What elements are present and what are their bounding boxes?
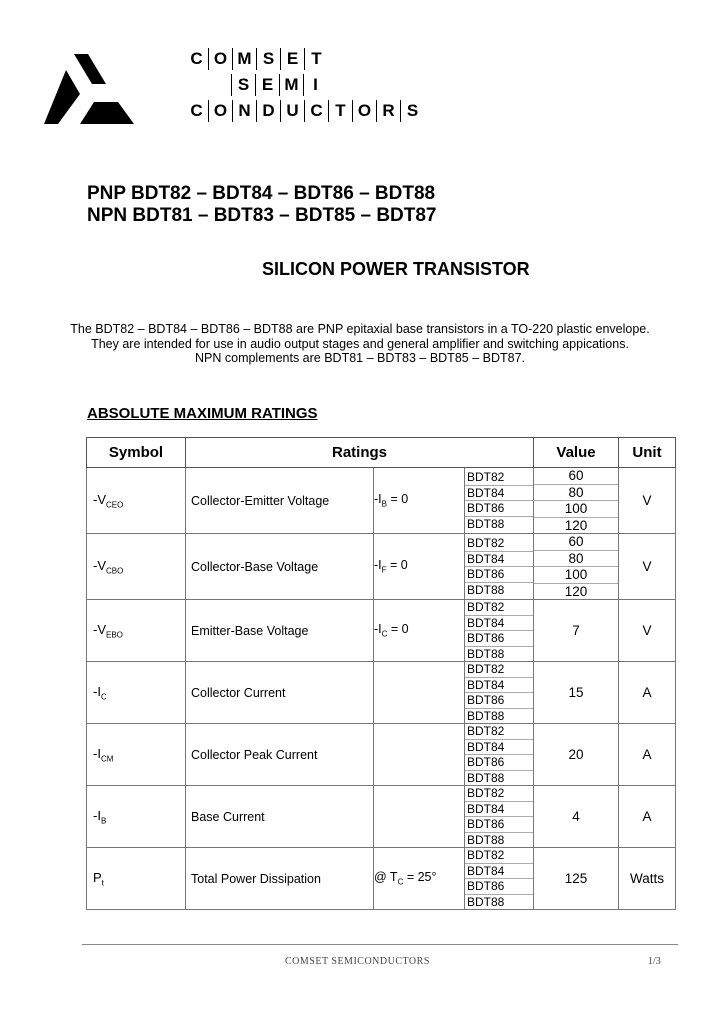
rating-cell: Base Current xyxy=(186,786,374,848)
symbol-text: -I xyxy=(93,683,101,699)
unit-cell: A xyxy=(619,724,676,786)
condition-cell xyxy=(374,662,465,724)
value-text: 7 xyxy=(572,623,580,638)
condition-subscript: C xyxy=(381,629,388,639)
symbol-text: P xyxy=(93,869,102,885)
logo-letter: N xyxy=(232,100,256,122)
logo-letter: S xyxy=(231,74,255,96)
npn-title: NPN BDT81 – BDT83 – BDT85 – BDT87 xyxy=(87,205,437,226)
rating-cell: Collector Current xyxy=(186,662,374,724)
device-name: BDT82 xyxy=(465,724,533,740)
condition-cell xyxy=(374,724,465,786)
logo-letter: C xyxy=(190,101,203,120)
condition-tail: = 0 xyxy=(387,622,409,637)
value-text: 4 xyxy=(572,809,580,824)
value-sub: 100 xyxy=(534,501,618,518)
logo-row-1 xyxy=(185,48,328,70)
symbol-cell xyxy=(87,848,186,910)
device-name: BDT82 xyxy=(465,848,533,864)
device-name: BDT84 xyxy=(465,864,533,880)
header-ratings: Ratings xyxy=(186,438,534,468)
symbol-subscript: B xyxy=(100,816,107,826)
symbol-subscript: C xyxy=(100,692,107,702)
symbol-text: -I xyxy=(93,745,101,761)
condition-text: -I xyxy=(374,558,382,573)
device-name: BDT86 xyxy=(465,755,533,771)
device-name: BDT82 xyxy=(465,600,533,616)
logo-letter: I xyxy=(303,74,327,96)
device-name: BDT84 xyxy=(465,616,533,632)
table-row xyxy=(87,724,676,786)
header-symbol: Symbol xyxy=(87,438,186,468)
condition-tail: = 25° xyxy=(403,870,437,885)
device-name: BDT86 xyxy=(465,879,533,895)
condition-cell xyxy=(374,848,465,910)
symbol-text: -V xyxy=(93,621,106,637)
device-cell xyxy=(465,468,534,534)
table-row xyxy=(87,468,676,534)
footer-divider xyxy=(82,944,678,945)
logo-letter xyxy=(208,74,231,96)
rating-cell: Collector-Base Voltage xyxy=(186,534,374,600)
logo-letter: D xyxy=(256,100,280,122)
device-name: BDT86 xyxy=(465,817,533,833)
logo-letter: O xyxy=(352,100,376,122)
condition-text: @ T xyxy=(374,870,398,885)
page-subtitle: SILICON POWER TRANSISTOR xyxy=(262,259,530,279)
symbol-cell xyxy=(87,468,186,534)
rating-cell: Emitter-Base Voltage xyxy=(186,600,374,662)
device-cell xyxy=(465,848,534,910)
header-unit: Unit xyxy=(619,438,676,468)
device-name: BDT84 xyxy=(465,802,533,818)
condition-subscript: F xyxy=(381,565,387,575)
logo-letter: T xyxy=(328,100,352,122)
value-text: 125 xyxy=(564,871,588,886)
device-cell xyxy=(465,724,534,786)
rating-cell: Collector-Emitter Voltage xyxy=(186,468,374,534)
device-name: BDT84 xyxy=(465,486,533,502)
logo-letter: M xyxy=(279,74,303,96)
device-name: BDT82 xyxy=(465,786,533,802)
condition-cell xyxy=(374,786,465,848)
logo-letter: S xyxy=(400,100,424,122)
device-name: BDT84 xyxy=(465,678,533,694)
symbol-cell xyxy=(87,662,186,724)
symbol-subscript: CEO xyxy=(106,500,124,510)
value-cell xyxy=(534,724,619,786)
logo-letter: T xyxy=(304,48,328,70)
table-row xyxy=(87,786,676,848)
value-text: 15 xyxy=(568,685,584,700)
condition-tail: = 0 xyxy=(386,492,409,507)
unit-cell: V xyxy=(619,468,676,534)
value-cell xyxy=(534,786,619,848)
value-sub: 120 xyxy=(564,583,588,599)
symbol-cell xyxy=(87,534,186,600)
logo-letter: U xyxy=(280,100,304,122)
value-sub: 60 xyxy=(534,468,618,485)
symbol-text: -V xyxy=(93,491,106,507)
table-row xyxy=(87,534,676,600)
device-name: BDT86 xyxy=(465,501,533,517)
value-text: 20 xyxy=(568,747,584,762)
symbol-subscript: CM xyxy=(100,754,114,764)
condition-cell xyxy=(374,468,465,534)
device-name: BDT84 xyxy=(465,740,533,756)
condition-text: -I xyxy=(374,492,382,507)
triangle-logo-icon xyxy=(44,54,134,126)
device-name: BDT88 xyxy=(467,832,505,847)
condition-cell xyxy=(374,534,465,600)
value-cell xyxy=(534,662,619,724)
description-line: The BDT82 – BDT84 – BDT86 – BDT88 are PNP epitaxial base transistors in a TO-220 plastic envelope. xyxy=(70,322,650,336)
device-name: BDT86 xyxy=(465,631,533,647)
company-logo xyxy=(44,44,419,126)
device-name: BDT84 xyxy=(465,552,533,568)
symbol-subscript: EBO xyxy=(106,630,123,640)
value-sub: 80 xyxy=(534,485,618,502)
description-line: They are intended for use in audio output stages and general amplifier and switching appications. xyxy=(91,337,629,351)
device-name: BDT88 xyxy=(467,516,505,531)
description-line: NPN complements are BDT81 – BDT83 – BDT85 – BDT87. xyxy=(195,351,525,365)
table-row xyxy=(87,662,676,724)
value-sub: 120 xyxy=(564,517,588,533)
rating-cell: Total Power Dissipation xyxy=(186,848,374,910)
device-cell xyxy=(465,534,534,600)
symbol-text: -I xyxy=(93,807,101,823)
symbol-subscript: t xyxy=(101,878,104,888)
logo-letter: C xyxy=(190,49,203,68)
device-name: BDT88 xyxy=(467,708,505,723)
device-name: BDT88 xyxy=(467,646,505,661)
value-sub: 80 xyxy=(534,551,618,568)
logo-letter: E xyxy=(255,74,279,96)
rating-cell: Collector Peak Current xyxy=(186,724,374,786)
device-name: BDT82 xyxy=(465,662,533,678)
symbol-cell xyxy=(87,724,186,786)
device-name: BDT82 xyxy=(465,470,533,486)
device-name: BDT86 xyxy=(465,567,533,583)
device-name: BDT88 xyxy=(467,894,505,909)
condition-text: -I xyxy=(374,622,382,637)
device-cell xyxy=(465,786,534,848)
logo-row-2 xyxy=(185,74,327,96)
symbol-cell xyxy=(87,600,186,662)
logo-letter xyxy=(185,74,208,96)
value-cell xyxy=(534,534,619,600)
logo-letter: C xyxy=(304,100,328,122)
logo-letter: M xyxy=(232,48,256,70)
unit-cell: A xyxy=(619,786,676,848)
symbol-cell xyxy=(87,786,186,848)
condition-subscript: B xyxy=(381,499,387,509)
logo-letter: O xyxy=(208,48,232,70)
symbol-subscript: CBO xyxy=(106,566,124,576)
device-name: BDT86 xyxy=(465,693,533,709)
logo-row-3 xyxy=(185,100,424,122)
device-name: BDT88 xyxy=(467,582,505,597)
header-value: Value xyxy=(534,438,619,468)
logo-letter: E xyxy=(280,48,304,70)
value-sub: 100 xyxy=(534,567,618,584)
unit-cell: V xyxy=(619,600,676,662)
value-cell xyxy=(534,600,619,662)
value-cell xyxy=(534,468,619,534)
table-row xyxy=(87,848,676,910)
value-sub: 60 xyxy=(534,534,618,551)
value-cell xyxy=(534,848,619,910)
logo-letter: S xyxy=(256,48,280,70)
device-name: BDT82 xyxy=(465,536,533,552)
condition-tail: = 0 xyxy=(386,558,408,573)
unit-cell: Watts xyxy=(619,848,676,910)
footer-company: COMSET SEMICONDUCTORS xyxy=(285,956,430,967)
device-cell xyxy=(465,662,534,724)
device-name: BDT88 xyxy=(467,770,505,785)
device-cell xyxy=(465,600,534,662)
table-row xyxy=(87,600,676,662)
unit-cell: V xyxy=(619,534,676,600)
condition-cell xyxy=(374,600,465,662)
condition-subscript: C xyxy=(397,877,404,887)
pnp-title: PNP BDT82 – BDT84 – BDT86 – BDT88 xyxy=(87,183,436,204)
unit-cell: A xyxy=(619,662,676,724)
logo-letter: R xyxy=(376,100,400,122)
logo-letter: O xyxy=(208,100,232,122)
ratings-table xyxy=(86,437,676,910)
footer-page-number: 1/3 xyxy=(648,956,661,967)
table-header xyxy=(87,438,676,468)
section-title: ABSOLUTE MAXIMUM RATINGS xyxy=(87,405,318,422)
symbol-text: -V xyxy=(93,557,106,573)
